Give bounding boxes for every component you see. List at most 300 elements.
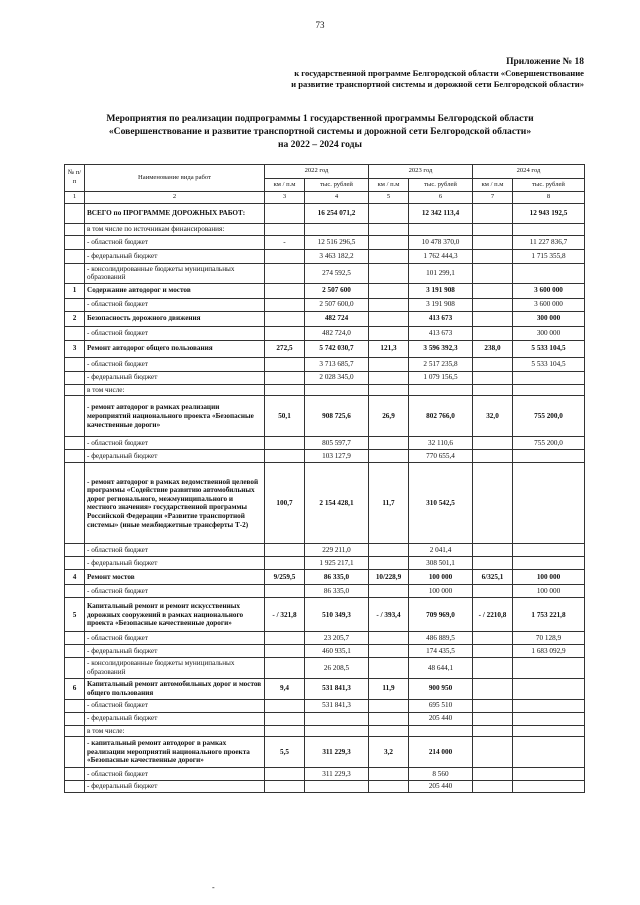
header-rub: тыс. рублей (513, 179, 585, 192)
km-2022 (265, 384, 305, 396)
km-2023: 121,3 (369, 340, 409, 357)
amount-2024 (513, 699, 585, 712)
row-number: 4 (65, 570, 85, 585)
km-2023 (369, 699, 409, 712)
amount-2022: 103 127,9 (305, 450, 369, 463)
row-name: - федеральный бюджет (85, 371, 265, 384)
amount-2023 (409, 384, 473, 396)
amount-2023: 413 673 (409, 311, 473, 326)
row-number (65, 357, 85, 371)
km-2022: - / 321,8 (265, 598, 305, 632)
km-2022 (265, 699, 305, 712)
table-row (65, 712, 585, 725)
amount-2022: 482 724 (305, 311, 369, 326)
amount-2023: 1 079 156,5 (409, 371, 473, 384)
amount-2024: 100 000 (513, 570, 585, 585)
amount-2024: 100 000 (513, 585, 585, 598)
km-2023: 3,2 (369, 737, 409, 768)
amount-2024: 5 533 104,5 (513, 357, 585, 371)
km-2023 (369, 768, 409, 781)
title-line: на 2022 – 2024 годы (277, 139, 363, 150)
header-name: Наименование вида работ (85, 165, 265, 192)
km-2024 (473, 450, 513, 463)
amount-2023: 48 644,1 (409, 658, 473, 678)
row-name: - ремонт автодорог в рамках ведомственной целевой программы «Содействие развитию автомобильных дорог регионального, межмуниципального и местного значения» государственной программы Российской Федерации «Развитие транспортной системы» (иные межбюджетные трансферты Т-2) (85, 463, 265, 544)
amount-2023: 10 478 370,0 (409, 235, 473, 249)
km-2023: 11,7 (369, 463, 409, 544)
row-name: Ремонт мостов (85, 570, 265, 585)
amount-2022: 531 841,3 (305, 678, 369, 699)
table-row (65, 326, 585, 340)
km-2022: 5,5 (265, 737, 305, 768)
amount-2023: 100 000 (409, 585, 473, 598)
row-number: 6 (65, 678, 85, 699)
amount-2022: 86 335,0 (305, 570, 369, 585)
km-2022 (265, 725, 305, 737)
amount-2024: 3 600 000 (513, 298, 585, 311)
document-title (60, 112, 580, 151)
km-2022 (265, 781, 305, 793)
amount-2024 (513, 450, 585, 463)
row-number (65, 585, 85, 598)
km-2023 (369, 632, 409, 645)
table-row (65, 585, 585, 598)
amount-2024 (513, 712, 585, 725)
km-2024 (473, 224, 513, 236)
table-row (65, 224, 585, 236)
table-row (65, 737, 585, 768)
row-number (65, 463, 85, 544)
table-row (65, 283, 585, 298)
row-number (65, 781, 85, 793)
amount-2024: 3 600 000 (513, 283, 585, 298)
km-2024 (473, 326, 513, 340)
col-index: 4 (305, 192, 369, 204)
row-name: в том числе по источникам финансирования: (85, 224, 265, 236)
amount-2022: 510 349,3 (305, 598, 369, 632)
km-2023 (369, 283, 409, 298)
km-2022 (265, 357, 305, 371)
amount-2022: 3 463 182,2 (305, 249, 369, 263)
row-number (65, 384, 85, 396)
amount-2022: 26 208,5 (305, 658, 369, 678)
amount-2024 (513, 678, 585, 699)
km-2024 (473, 725, 513, 737)
km-2023 (369, 224, 409, 236)
row-name: Содержание автодорог и мостов (85, 283, 265, 298)
amount-2024 (513, 463, 585, 544)
amount-2024 (513, 557, 585, 570)
row-name: - ремонт автодорог в рамках реализации мероприятий национального проекта «Безопасные качественные дороги» (85, 396, 265, 437)
km-2024 (473, 781, 513, 793)
row-number (65, 645, 85, 658)
header-km: км / п.м (369, 179, 409, 192)
table-row (65, 437, 585, 450)
amount-2024 (513, 781, 585, 793)
row-name: Ремонт автодорог общего пользования (85, 340, 265, 357)
table-row (65, 570, 585, 585)
km-2024 (473, 437, 513, 450)
km-2024: - / 2210,8 (473, 598, 513, 632)
header-2023: 2023 год (369, 165, 473, 179)
row-name: - федеральный бюджет (85, 557, 265, 570)
amount-2024 (513, 384, 585, 396)
row-name: - федеральный бюджет (85, 712, 265, 725)
table-row (65, 340, 585, 357)
amount-2023: 308 501,1 (409, 557, 473, 570)
km-2023 (369, 450, 409, 463)
amount-2022: 229 211,0 (305, 544, 369, 557)
km-2024 (473, 204, 513, 224)
amount-2022: 805 597,7 (305, 437, 369, 450)
table-row (65, 678, 585, 699)
km-2022 (265, 298, 305, 311)
amount-2023: 900 950 (409, 678, 473, 699)
row-number (65, 699, 85, 712)
km-2022: - (265, 235, 305, 249)
appendix-line: к государственной программе Белгородской области «Совершенствование (294, 68, 584, 78)
col-index: 6 (409, 192, 473, 204)
table-row (65, 357, 585, 371)
amount-2024: 755 200,0 (513, 437, 585, 450)
km-2024 (473, 699, 513, 712)
km-2024: 32,0 (473, 396, 513, 437)
table-row (65, 235, 585, 249)
km-2024 (473, 283, 513, 298)
km-2023 (369, 658, 409, 678)
km-2024 (473, 768, 513, 781)
table-row (65, 768, 585, 781)
row-name: - областной бюджет (85, 585, 265, 598)
row-name: в том числе: (85, 725, 265, 737)
amount-2022: 2 507 600 (305, 283, 369, 298)
km-2024 (473, 384, 513, 396)
appendix-line: и развитие транспортной системы и дорожной сети Белгородской области» (291, 79, 584, 89)
row-name: - капитальный ремонт автодорог в рамках реализации мероприятий национального проекта «Безопасные качественные дороги» (85, 737, 265, 768)
amount-2022: 2 154 428,1 (305, 463, 369, 544)
km-2023 (369, 781, 409, 793)
amount-2024: 755 200,0 (513, 396, 585, 437)
row-number (65, 450, 85, 463)
amount-2024: 300 000 (513, 311, 585, 326)
km-2023 (369, 298, 409, 311)
km-2022 (265, 557, 305, 570)
km-2023 (369, 357, 409, 371)
row-number (65, 544, 85, 557)
amount-2024 (513, 263, 585, 283)
amount-2022: 2 507 600,0 (305, 298, 369, 311)
amount-2023 (409, 725, 473, 737)
row-number (65, 235, 85, 249)
row-number (65, 263, 85, 283)
km-2022 (265, 326, 305, 340)
row-name: - областной бюджет (85, 699, 265, 712)
km-2023 (369, 235, 409, 249)
amount-2022 (305, 224, 369, 236)
km-2024 (473, 737, 513, 768)
km-2023: 26,9 (369, 396, 409, 437)
amount-2023: 174 435,5 (409, 645, 473, 658)
row-name: - федеральный бюджет (85, 249, 265, 263)
table-row (65, 371, 585, 384)
header-num: № п/п (65, 165, 85, 192)
km-2022 (265, 263, 305, 283)
page-number: 73 (315, 20, 325, 30)
table-row (65, 463, 585, 544)
amount-2023: 486 889,5 (409, 632, 473, 645)
amount-2024: 12 943 192,5 (513, 204, 585, 224)
col-index: 8 (513, 192, 585, 204)
table-row (65, 699, 585, 712)
header-2024: 2024 год (473, 165, 585, 179)
row-name: - областной бюджет (85, 632, 265, 645)
row-number (65, 298, 85, 311)
col-index: 2 (85, 192, 265, 204)
amount-2023: 709 969,0 (409, 598, 473, 632)
km-2024 (473, 235, 513, 249)
km-2024 (473, 263, 513, 283)
km-2024 (473, 311, 513, 326)
amount-2022: 531 841,3 (305, 699, 369, 712)
km-2022 (265, 544, 305, 557)
km-2023 (369, 384, 409, 396)
km-2024: 238,0 (473, 340, 513, 357)
km-2022 (265, 658, 305, 678)
km-2023 (369, 249, 409, 263)
km-2024 (473, 249, 513, 263)
km-2023 (369, 645, 409, 658)
row-number (65, 632, 85, 645)
km-2023 (369, 557, 409, 570)
table-row (65, 632, 585, 645)
km-2022 (265, 371, 305, 384)
table-row (65, 298, 585, 311)
row-name: - областной бюджет (85, 298, 265, 311)
amount-2023: 3 191 908 (409, 298, 473, 311)
km-2024: 6/325,1 (473, 570, 513, 585)
amount-2024: 5 533 104,5 (513, 340, 585, 357)
amount-2023: 413 673 (409, 326, 473, 340)
amount-2023: 32 110,6 (409, 437, 473, 450)
km-2022 (265, 249, 305, 263)
km-2022 (265, 768, 305, 781)
km-2023 (369, 371, 409, 384)
amount-2024 (513, 658, 585, 678)
col-index: 1 (65, 192, 85, 204)
row-number: 1 (65, 283, 85, 298)
amount-2022: 3 713 685,7 (305, 357, 369, 371)
amount-2023: 1 762 444,3 (409, 249, 473, 263)
amount-2022 (305, 712, 369, 725)
km-2023 (369, 544, 409, 557)
table-row (65, 598, 585, 632)
row-name: - областной бюджет (85, 437, 265, 450)
amount-2023: 205 440 (409, 781, 473, 793)
km-2024 (473, 544, 513, 557)
amount-2023: 310 542,5 (409, 463, 473, 544)
km-2022 (265, 437, 305, 450)
col-index: 5 (369, 192, 409, 204)
km-2022: 100,7 (265, 463, 305, 544)
km-2022 (265, 283, 305, 298)
table-row (65, 396, 585, 437)
km-2022 (265, 712, 305, 725)
amount-2023 (409, 224, 473, 236)
km-2024 (473, 557, 513, 570)
col-index: 3 (265, 192, 305, 204)
km-2023 (369, 326, 409, 340)
table-body (65, 204, 585, 793)
row-number: 2 (65, 311, 85, 326)
title-line: «Совершенствование и развитие транспортной системы и дорожной сети Белгородской области» (108, 126, 532, 137)
amount-2022: 16 254 071,2 (305, 204, 369, 224)
km-2024 (473, 585, 513, 598)
amount-2023: 770 655,4 (409, 450, 473, 463)
col-index: 7 (473, 192, 513, 204)
amount-2023: 101 299,1 (409, 263, 473, 283)
table-row (65, 311, 585, 326)
amount-2024: 70 128,9 (513, 632, 585, 645)
row-number (65, 712, 85, 725)
amount-2022: 311 229,3 (305, 737, 369, 768)
amount-2023: 12 342 113,4 (409, 204, 473, 224)
row-name: - областной бюджет (85, 235, 265, 249)
row-number (65, 557, 85, 570)
amount-2024: 1 753 221,8 (513, 598, 585, 632)
amount-2022: 274 592,5 (305, 263, 369, 283)
footer-mark: - (212, 883, 215, 892)
row-number (65, 204, 85, 224)
row-name: - областной бюджет (85, 326, 265, 340)
amount-2024 (513, 737, 585, 768)
km-2024 (473, 712, 513, 725)
amount-2023: 3 596 392,3 (409, 340, 473, 357)
row-name: Капитальный ремонт и ремонт искусственных дорожных сооружений в рамках национального проекта «Безопасные качественные дороги» (85, 598, 265, 632)
km-2023 (369, 311, 409, 326)
table-row (65, 204, 585, 224)
km-2022: 9,4 (265, 678, 305, 699)
row-number (65, 249, 85, 263)
amount-2022: 908 725,6 (305, 396, 369, 437)
km-2023 (369, 437, 409, 450)
km-2022 (265, 632, 305, 645)
amount-2023: 214 000 (409, 737, 473, 768)
row-number (65, 326, 85, 340)
amount-2024 (513, 224, 585, 236)
amount-2024: 1 715 355,8 (513, 249, 585, 263)
amount-2024: 300 000 (513, 326, 585, 340)
header-rub: тыс. рублей (305, 179, 369, 192)
amount-2022: 86 335,0 (305, 585, 369, 598)
row-name: Капитальный ремонт автомобильных дорог и мостов общего пользования (85, 678, 265, 699)
row-number (65, 224, 85, 236)
row-name: - консолидированные бюджеты муниципальных образований (85, 658, 265, 678)
km-2023: 11,9 (369, 678, 409, 699)
works-table (64, 164, 585, 793)
km-2024 (473, 658, 513, 678)
amount-2023: 100 000 (409, 570, 473, 585)
amount-2024: 1 683 092,9 (513, 645, 585, 658)
table-row (65, 450, 585, 463)
row-name: - областной бюджет (85, 768, 265, 781)
amount-2023: 802 766,0 (409, 396, 473, 437)
km-2023 (369, 263, 409, 283)
km-2022 (265, 645, 305, 658)
km-2022: 50,1 (265, 396, 305, 437)
km-2024 (473, 678, 513, 699)
amount-2023: 205 440 (409, 712, 473, 725)
table-row (65, 544, 585, 557)
row-name: - областной бюджет (85, 357, 265, 371)
km-2022: 272,5 (265, 340, 305, 357)
row-number (65, 371, 85, 384)
amount-2022 (305, 384, 369, 396)
km-2022 (265, 311, 305, 326)
amount-2024 (513, 725, 585, 737)
header-km: км / п.м (473, 179, 513, 192)
amount-2022: 482 724,0 (305, 326, 369, 340)
table-row (65, 263, 585, 283)
row-number (65, 737, 85, 768)
row-name: Безопасность дорожного движения (85, 311, 265, 326)
row-number (65, 396, 85, 437)
km-2022 (265, 204, 305, 224)
row-number (65, 437, 85, 450)
km-2024 (473, 298, 513, 311)
row-number (65, 725, 85, 737)
row-name: ВСЕГО по ПРОГРАММЕ ДОРОЖНЫХ РАБОТ: (85, 204, 265, 224)
table-row (65, 384, 585, 396)
km-2023: 10/228,9 (369, 570, 409, 585)
amount-2024: 11 227 836,7 (513, 235, 585, 249)
amount-2023: 2 517 235,8 (409, 357, 473, 371)
amount-2022: 12 516 296,5 (305, 235, 369, 249)
amount-2024 (513, 768, 585, 781)
table-row (65, 645, 585, 658)
amount-2022: 460 935,1 (305, 645, 369, 658)
amount-2022 (305, 725, 369, 737)
row-number (65, 768, 85, 781)
amount-2022: 5 742 030,7 (305, 340, 369, 357)
amount-2022: 23 205,7 (305, 632, 369, 645)
km-2024 (473, 463, 513, 544)
amount-2023: 2 041,4 (409, 544, 473, 557)
km-2023 (369, 725, 409, 737)
amount-2022 (305, 781, 369, 793)
amount-2022: 2 028 345,0 (305, 371, 369, 384)
header-km: км / п.м (265, 179, 305, 192)
km-2024 (473, 357, 513, 371)
table-row (65, 557, 585, 570)
amount-2023: 695 510 (409, 699, 473, 712)
table-row (65, 658, 585, 678)
amount-2023: 8 560 (409, 768, 473, 781)
km-2024 (473, 371, 513, 384)
header-rub: тыс. рублей (409, 179, 473, 192)
header-2022: 2022 год (265, 165, 369, 179)
km-2023 (369, 712, 409, 725)
km-2024 (473, 645, 513, 658)
appendix-number: Приложение № 18 (506, 57, 584, 67)
amount-2023: 3 191 908 (409, 283, 473, 298)
km-2022 (265, 450, 305, 463)
row-name: - консолидированные бюджеты муниципальных образований (85, 263, 265, 283)
row-number: 5 (65, 598, 85, 632)
row-name: в том числе: (85, 384, 265, 396)
row-name: - областной бюджет (85, 544, 265, 557)
row-name: - федеральный бюджет (85, 645, 265, 658)
km-2023 (369, 204, 409, 224)
